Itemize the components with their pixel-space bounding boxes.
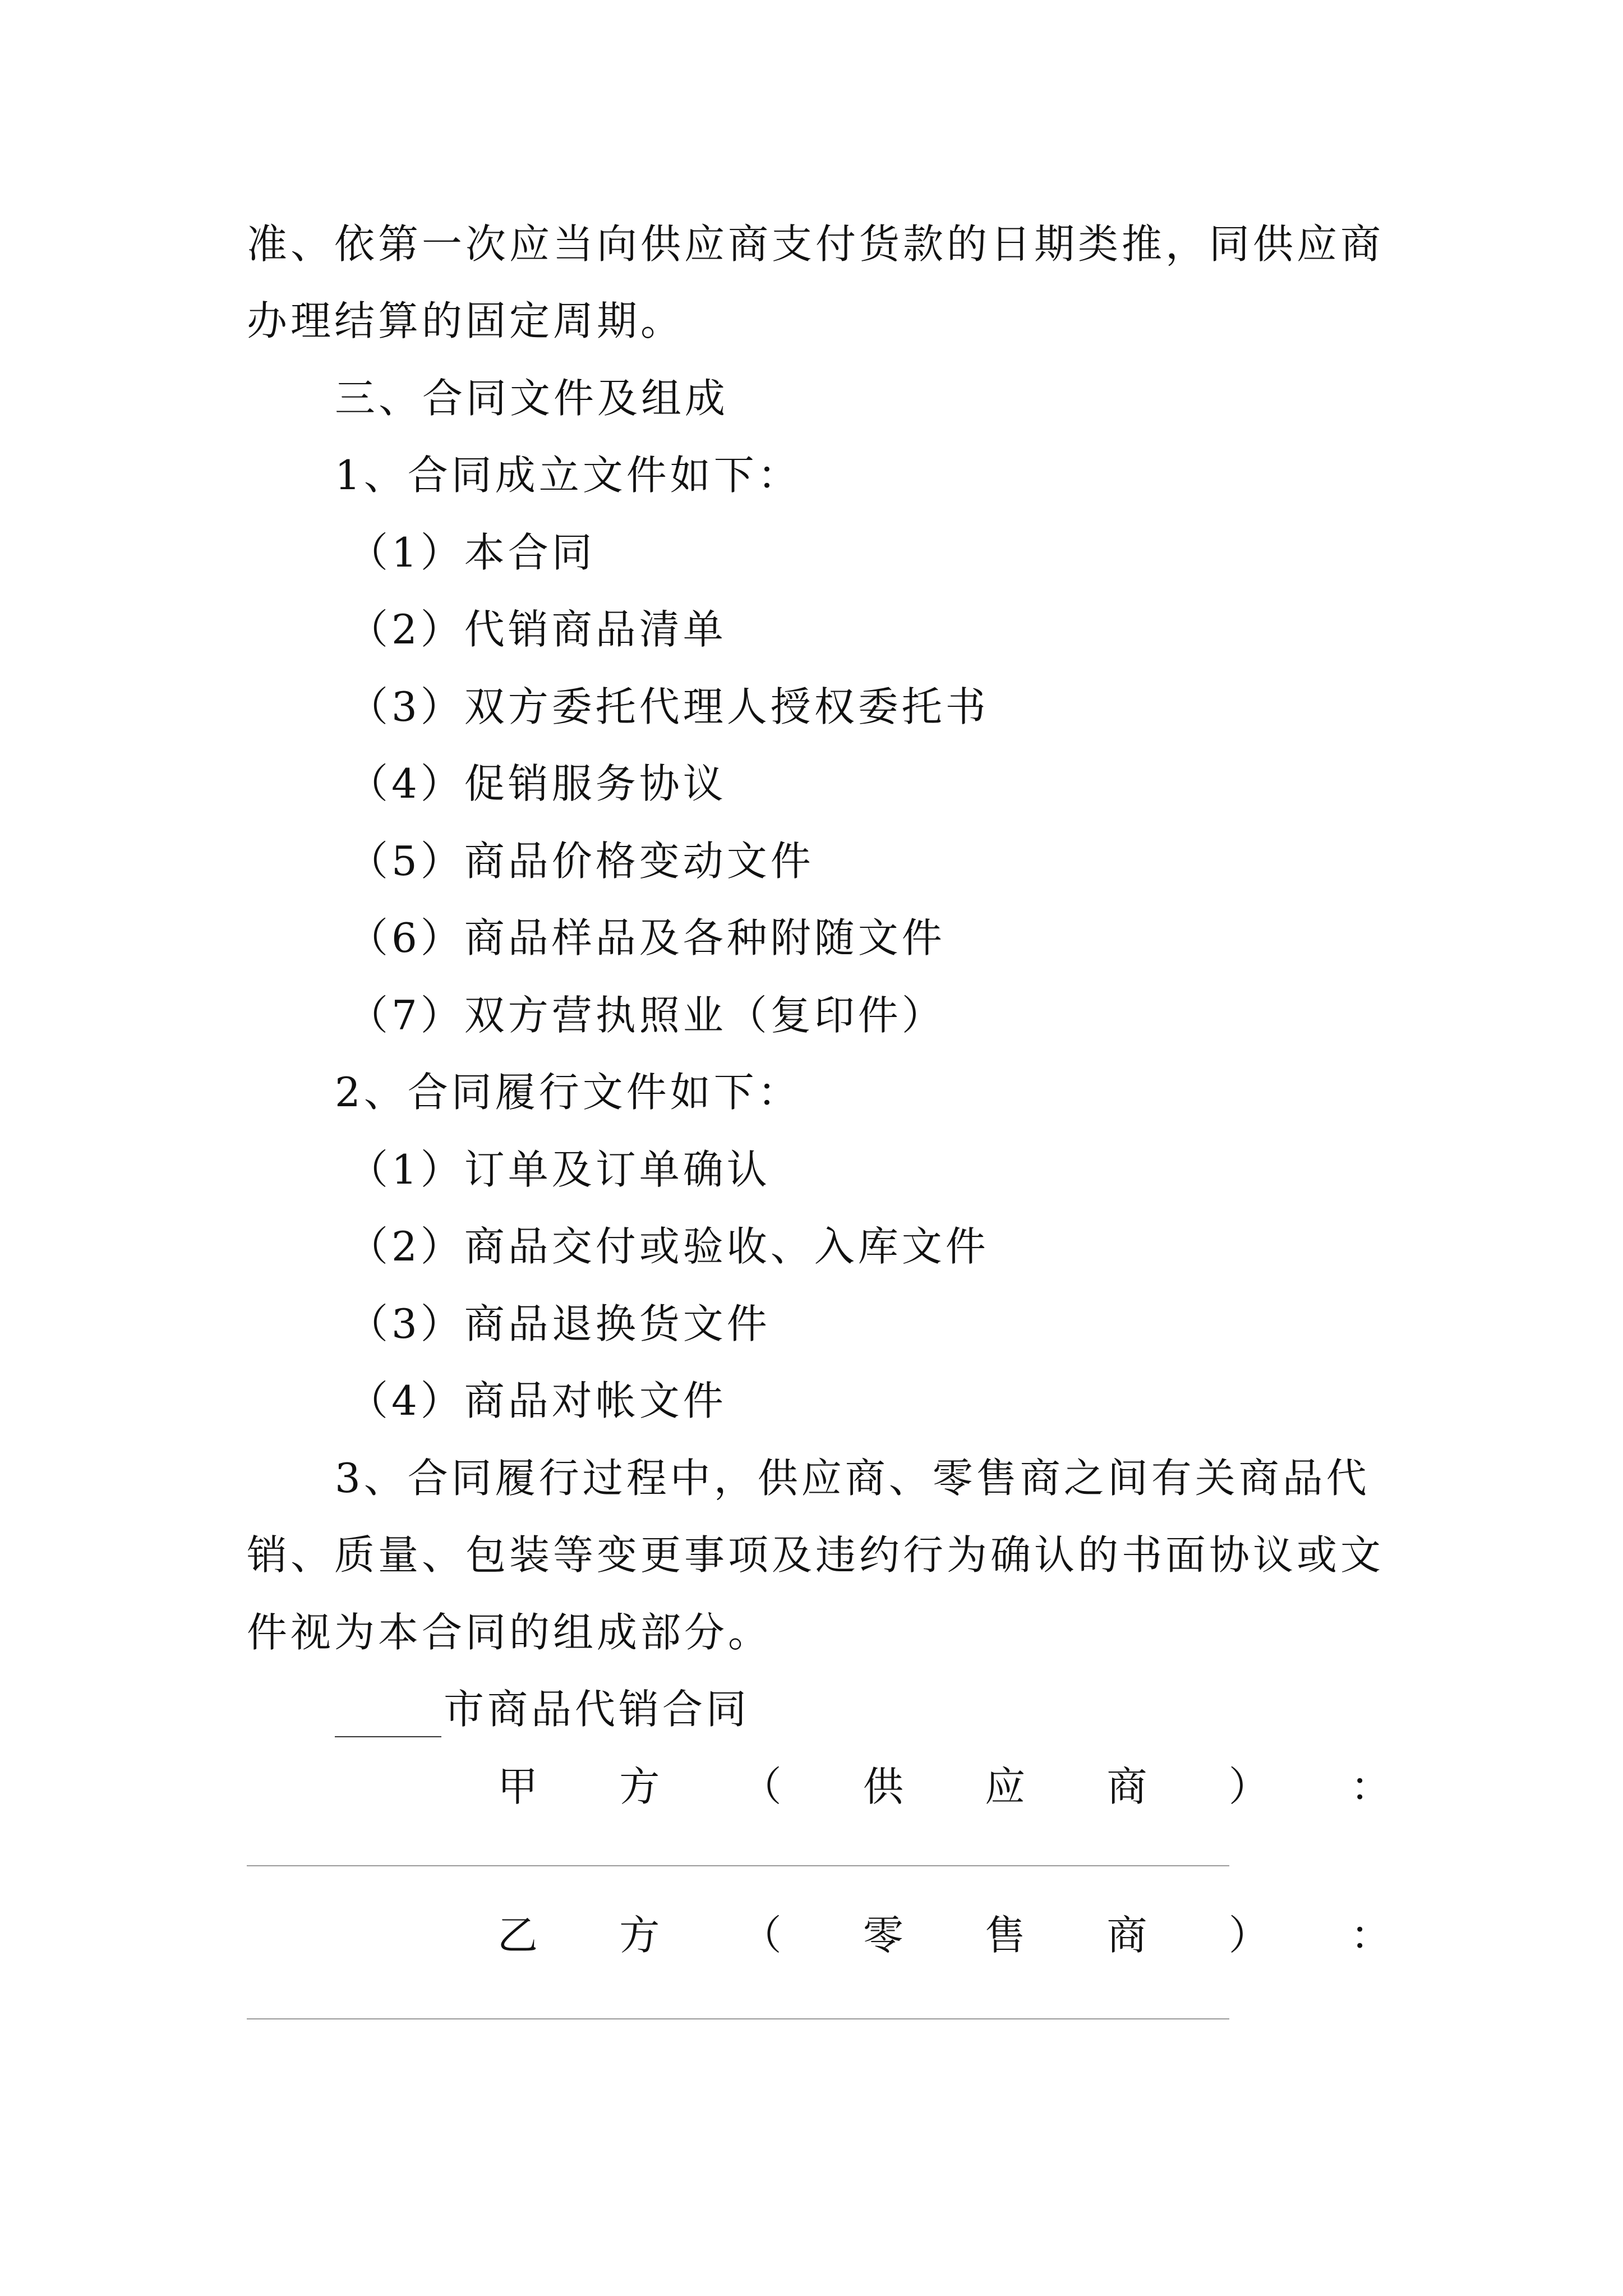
list-item: （3）商品退换货文件 (348, 1300, 771, 1347)
party-b-char: 商 (1106, 1912, 1147, 1959)
blank-fill-line (335, 1701, 441, 1737)
contract-title: 市商品代销合同 (444, 1686, 750, 1733)
party-a-char: 甲 (497, 1763, 538, 1810)
party-b-char: 售 (985, 1912, 1026, 1959)
list-item: （2）代销商品清单 (348, 606, 727, 653)
party-a-label (247, 1759, 1391, 1815)
party-b-signature-line (247, 2018, 1229, 2019)
party-a-signature-line (247, 1865, 1229, 1866)
paragraph-line: 准、依第一次应当向供应商支付货款的日期类推，同供应商 (247, 220, 1385, 268)
party-b-char: 乙 (497, 1912, 538, 1959)
paragraph-line: 3、合同履行过程中，供应商、零售商之间有关商品代 (335, 1455, 1370, 1502)
item-heading: 2、合同履行文件如下： (335, 1069, 801, 1116)
party-b-char: ） (1228, 1912, 1269, 1959)
party-a-char: 供 (863, 1763, 903, 1810)
section-heading: 三、合同文件及组成 (335, 375, 729, 422)
party-a-char: ： (1350, 1763, 1391, 1810)
party-b-char: 零 (863, 1912, 903, 1959)
list-item: （2）商品交付或验收、入库文件 (348, 1223, 989, 1270)
list-item: （4）促销服务协议 (348, 760, 727, 807)
list-item: （3）双方委托代理人授权委托书 (348, 683, 989, 730)
paragraph-line: 件视为本合同的组成部分。 (247, 1609, 772, 1656)
list-item: （6）商品样品及各种附随文件 (348, 914, 946, 961)
party-a-char: 商 (1106, 1763, 1147, 1810)
party-a-char: ） (1228, 1763, 1269, 1810)
list-item: （4）商品对帐文件 (348, 1377, 727, 1424)
party-a-char: （ (741, 1763, 782, 1810)
paragraph-line: 销、质量、包装等变更事项及违约行为确认的书面协议或文 (247, 1531, 1385, 1579)
list-item: （1）订单及订单确认 (348, 1146, 771, 1193)
party-a-char: 方 (619, 1763, 660, 1810)
contract-title-line (335, 1681, 750, 1737)
list-item: （1）本合同 (348, 529, 596, 576)
list-item: （5）商品价格变动文件 (348, 838, 814, 885)
party-b-char: ： (1350, 1912, 1391, 1959)
list-item: （7）双方营执照业（复印件） (348, 992, 946, 1039)
item-heading: 1、合同成立文件如下： (335, 452, 801, 499)
paragraph-line: 办理结算的固定周期。 (247, 297, 685, 344)
party-a-char: 应 (985, 1763, 1026, 1810)
party-b-label (247, 1907, 1391, 1963)
party-b-char: （ (741, 1912, 782, 1959)
party-b-char: 方 (619, 1912, 660, 1959)
